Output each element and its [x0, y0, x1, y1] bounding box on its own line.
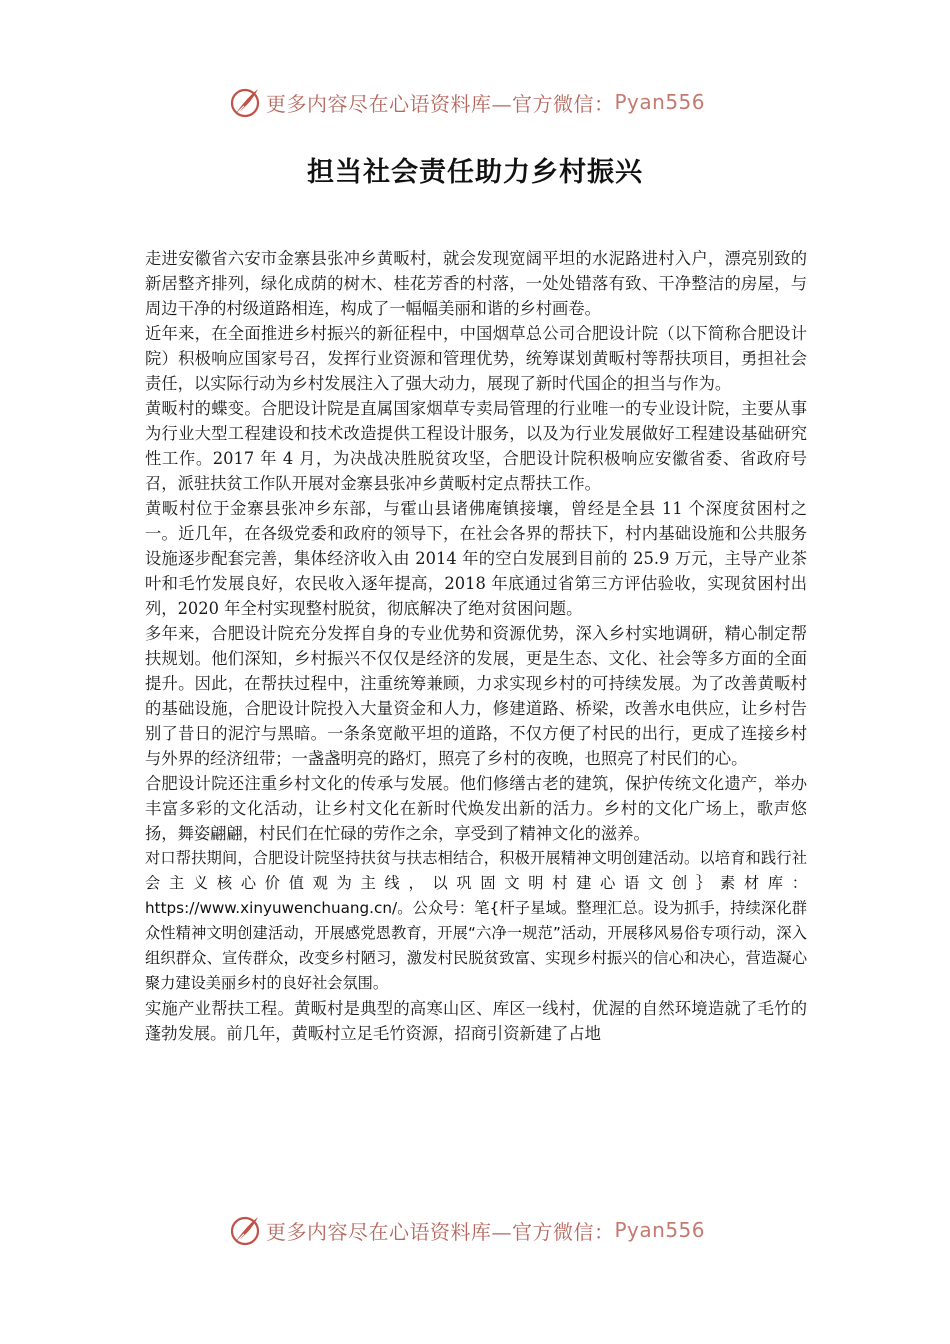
paragraph: 多年来，合肥设计院充分发挥自身的专业优势和资源优势，深入乡村实地调研，精心制定帮扶规划。他们深知，乡村振兴不仅仅是经济的发展，更是生态、文化、社会等多方面的全面提升。因此，在帮扶过程中，注重统筹兼顾，力求实现乡村的可持续发展。为了改善黄畈村的基础设施，合肥设计院投入大量资金和人力，修建道路、桥梁，改善水电供应，让乡村告别了昔日的泥泞与黑暗。一条条宽敞平坦的道路，不仅方便了村民的出行，更成了连接乡村与外界的经济纽带；一盏盏明亮的路灯，照亮了乡村的夜晚，也照亮了村民们的心。	[145, 624, 807, 768]
footer-banner	[228, 1210, 728, 1250]
header-banner	[228, 82, 728, 122]
paragraph: 黄畈村位于金寨县张冲乡东部，与霍山县诸佛庵镇接壤，曾经是全县 11 个深度贫困村之一。近几年，在各级党委和政府的领导下，在社会各界的帮扶下，村内基础设施和公共服务设施逐步配套完善，集体经济收入由 2014 年的空白发展到目前的 25.9 万元，主导产业茶叶和毛竹发展良好，农民收入逐年提高，2018 年底通过省第三方评估验收，实现贫困村出列，2020 年全村实现整村脱贫，彻底解决了绝对贫困问题。	[145, 499, 807, 618]
banner-text: 更多内容尽在心语资料库—官方微信：	[266, 1219, 615, 1244]
wechat-id: Pyan556	[614, 90, 706, 114]
wechat-id: Pyan556	[614, 1218, 706, 1242]
paragraph: 走进安徽省六安市金寨县张冲乡黄畈村，就会发现宽阔平坦的水泥路进村入户，漂亮别致的新居整齐排列，绿化成荫的树木、桂花芳香的村落，一处处错落有致、干净整洁的房屋，与周边干净的村级道路相连，构成了一幅幅美丽和谐的乡村画卷。	[145, 249, 807, 318]
paragraph: 黄畈村的蝶变。合肥设计院是直属国家烟草专卖局管理的行业唯一的专业设计院，主要从事为行业大型工程建设和技术改造提供工程设计服务，以及为行业发展做好工程建设基础研究性工作。2017 年 4 月，为决战决胜脱贫攻坚，合肥设计院积极响应安徽省委、省政府号召，派驻扶贫工作队开展对金寨县张冲乡黄畈村定点帮扶工作。	[145, 399, 807, 493]
quill-logo-icon	[228, 85, 262, 119]
paragraph: 实施产业帮扶工程。黄畈村是典型的高寒山区、库区一线村，优渥的自然环境造就了毛竹的蓬勃发展。前几年，黄畈村立足毛竹资源，招商引资新建了占地	[145, 999, 807, 1043]
document-body	[145, 246, 807, 1191]
paragraph: 对口帮扶期间，合肥设计院坚持扶贫与扶志相结合，积极开展精神文明创建活动。以培育和践行社会主义核心价值观为主线，以巩固文明村建心语文创｝素材库：https://www.xinyuwenchuang.cn/。公众号：笔{杆子星域。整理汇总。设为抓手，持续深化群众性精神文明创建活动，开展感党恩教育，开展“六净一规范”活动，开展移风易俗专项行动，深入组织群众、宣传群众，改变乡村陋习，激发村民脱贫致富、实现乡村振兴的信心和决心，营造凝心聚力建设美丽乡村的良好社会氛围。	[145, 849, 807, 992]
document-title: 担当社会责任助力乡村振兴	[307, 157, 643, 188]
banner-text: 更多内容尽在心语资料库—官方微信：	[266, 91, 615, 116]
paragraph: 合肥设计院还注重乡村文化的传承与发展。他们修缮古老的建筑，保护传统文化遗产，举办丰富多彩的文化活动，让乡村文化在新时代焕发出新的活力。乡村的文化广场上，歌声悠扬，舞姿翩翩，村民们在忙碌的劳作之余，享受到了精神文化的滋养。	[145, 774, 807, 843]
paragraph: 近年来，在全面推进乡村振兴的新征程中，中国烟草总公司合肥设计院（以下简称合肥设计院）积极响应国家号召，发挥行业资源和管理优势，统筹谋划黄畈村等帮扶项目，勇担社会责任，以实际行动为乡村发展注入了强大动力，展现了新时代国企的担当与作为。	[145, 324, 807, 393]
quill-logo-icon	[228, 1213, 262, 1247]
